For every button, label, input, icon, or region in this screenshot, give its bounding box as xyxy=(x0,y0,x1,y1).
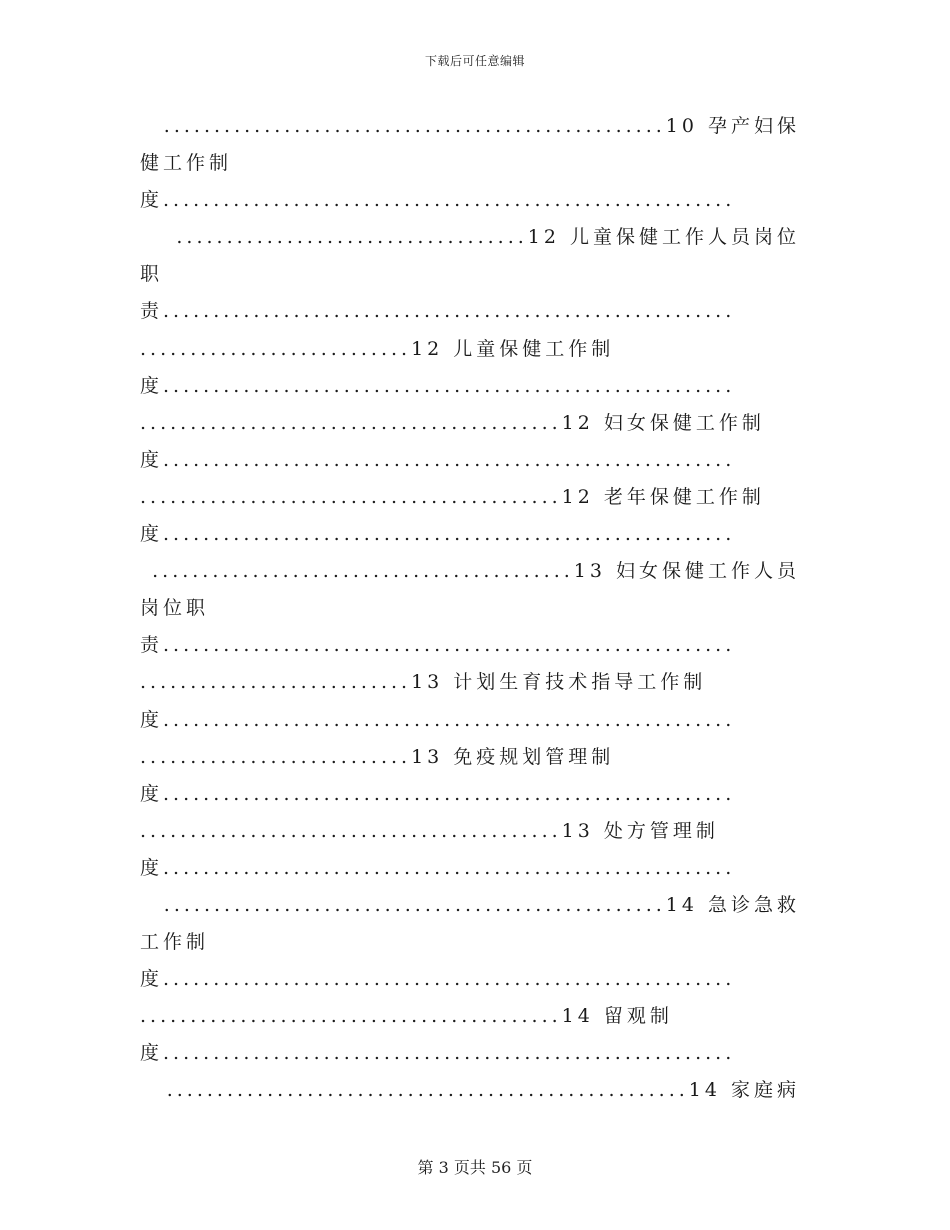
toc-line: 健工作制 xyxy=(140,152,233,175)
toc-line: 责......................................................... xyxy=(140,634,736,657)
toc-line: 职 xyxy=(140,263,164,286)
toc-line: 工作制 xyxy=(140,931,210,954)
toc-line: 度......................................................... xyxy=(140,968,736,991)
toc-line: ...........................13 计划生育技术指导工作制 xyxy=(140,671,707,694)
toc-line: ...................................12 儿童保健工作人员岗位 xyxy=(176,226,800,249)
table-of-contents xyxy=(140,108,800,1110)
toc-line: ..................................................10 孕产妇保 xyxy=(163,115,800,137)
toc-line: 度......................................................... xyxy=(140,374,736,397)
toc-line: 度......................................................... xyxy=(140,189,736,212)
toc-line: ...........................13 免疫规划管理制 xyxy=(140,745,615,768)
toc-line: ..........................................14 留观制 xyxy=(140,1005,673,1028)
toc-line: 度......................................................... xyxy=(140,782,736,805)
toc-line: 度......................................................... xyxy=(140,448,736,471)
toc-line: ..........................................12 妇女保健工作制 xyxy=(140,411,765,434)
toc-line: 度......................................................... xyxy=(140,523,736,546)
page-footer: 第 3 页共 56 页 xyxy=(417,1158,533,1177)
toc-line: 度......................................................... xyxy=(140,856,736,879)
toc-line: ....................................................14 家庭病 xyxy=(166,1079,800,1102)
toc-line: ..........................................12 老年保健工作制 xyxy=(140,485,765,508)
toc-line: 度......................................................... xyxy=(140,1042,736,1065)
toc-line: ..........................................13 处方管理制 xyxy=(140,819,719,842)
page-header: 下载后可任意编辑 xyxy=(424,54,525,68)
toc-line: ...........................12 儿童保健工作制 xyxy=(140,337,615,360)
toc-line: 责......................................................... xyxy=(140,300,736,323)
toc-line: ..................................................14 急诊急救 xyxy=(163,893,800,916)
toc-line: 岗位职 xyxy=(140,597,210,620)
toc-line: ..........................................13 妇女保健工作人员 xyxy=(152,560,800,583)
toc-line: 度......................................................... xyxy=(140,708,736,731)
